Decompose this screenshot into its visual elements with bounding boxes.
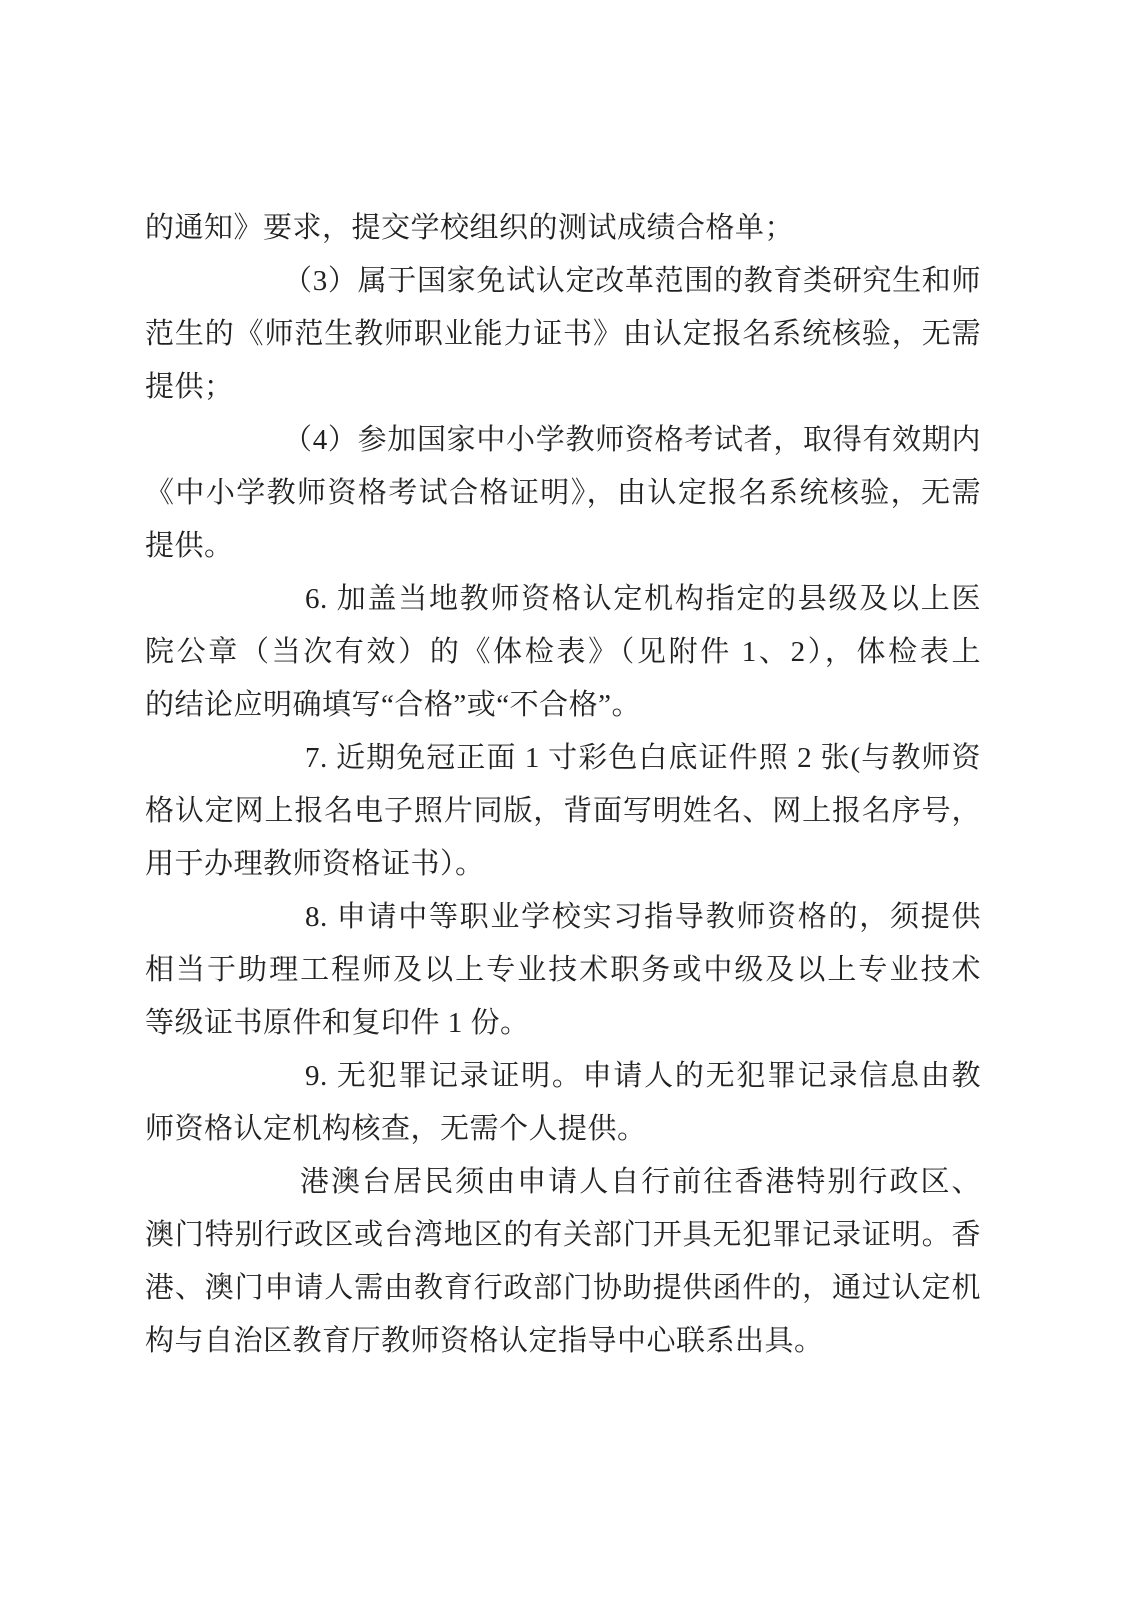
text-line: 《中小学教师资格考试合格证明》，由认定报名系统核验，无需 [145, 477, 981, 509]
text-line: 提供。 [145, 530, 234, 562]
text-line: 构与自治区教育厅教师资格认定指导中心联系出具。 [145, 1325, 824, 1357]
document-text-block [145, 202, 981, 1368]
text-line: 提供； [145, 371, 234, 403]
text-line: 7. 近期免冠正面 1 寸彩色白底证件照 2 张(与教师资 [305, 742, 981, 774]
text-line: （4）参加国家中小学教师资格考试者，取得有效期内 [283, 424, 981, 456]
text-line: 港澳台居民须由申请人自行前往香港特别行政区、 [300, 1166, 981, 1198]
text-line: 8. 申请中等职业学校实习指导教师资格的，须提供 [305, 901, 981, 933]
text-line: 范生的《师范生教师职业能力证书》由认定报名系统核验，无需 [145, 318, 981, 350]
text-line: 港、澳门申请人需由教育行政部门协助提供函件的，通过认定机 [145, 1272, 981, 1304]
text-line: （3）属于国家免试认定改革范围的教育类研究生和师 [283, 265, 981, 297]
text-line: 用于办理教师资格证书）。 [145, 848, 485, 880]
text-line: 9. 无犯罪记录证明。申请人的无犯罪记录信息由教 [305, 1060, 981, 1092]
text-line: 院公章（当次有效）的《体检表》（见附件 1、2），体检表上 [145, 636, 981, 668]
text-line: 的结论应明确填写“合格”或“不合格”。 [145, 689, 641, 721]
text-line: 6. 加盖当地教师资格认定机构指定的县级及以上医 [305, 583, 981, 615]
text-line: 师资格认定机构核查，无需个人提供。 [145, 1113, 647, 1145]
text-line: 澳门特别行政区或台湾地区的有关部门开具无犯罪记录证明。香 [145, 1219, 981, 1251]
text-line: 格认定网上报名电子照片同版，背面写明姓名、网上报名序号， [145, 795, 981, 827]
text-line: 的通知》要求，提交学校组织的测试成绩合格单； [145, 212, 795, 244]
text-line: 等级证书原件和复印件 1 份。 [145, 1007, 530, 1039]
text-line: 相当于助理工程师及以上专业技术职务或中级及以上专业技术 [145, 954, 981, 986]
